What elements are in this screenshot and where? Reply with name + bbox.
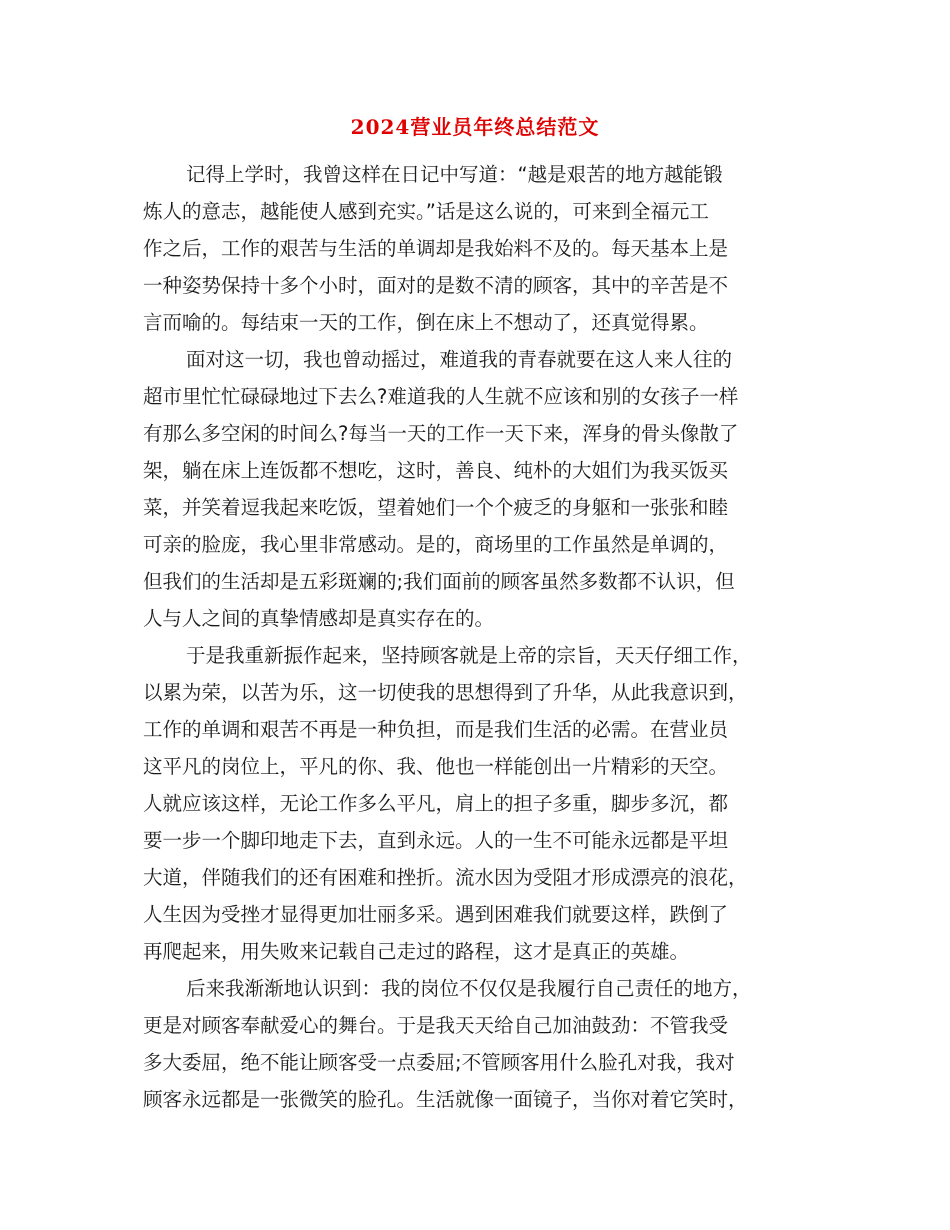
text-line: 要一步一个脚印地走下去，直到永远。人的一生不可能永远都是平坦 <box>143 829 729 852</box>
text-line: 可亲的脸庞，我心里非常感动。是的，商场里的工作虽然是单调的， <box>143 533 729 556</box>
text-line: 但我们的生活却是五彩斑斓的;我们面前的顾客虽然多数都不认识，但 <box>143 570 735 593</box>
text-line: 更是对顾客奉献爱心的舞台。于是我天天给自己加油鼓劲：不管我受 <box>143 1014 729 1037</box>
text-line: 后来我渐渐地认识到：我的岗位不仅仅是我履行自己责任的地方， <box>186 977 752 1000</box>
text-line: 一种姿势保持十多个小时，面对的是数不清的顾客，其中的辛苦是不 <box>143 274 729 297</box>
text-line: 超市里忙忙碌碌地过下去么?难道我的人生就不应该和别的女孩子一样 <box>143 385 739 408</box>
text-line: 记得上学时，我曾这样在日记中写道：“越是艰苦的地方越能锻 <box>186 163 723 186</box>
text-line: 顾客永远都是一张微笑的脸孔。生活就像一面镜子，当你对着它笑时， <box>143 1088 748 1111</box>
text-line: 菜，并笑着逗我起来吃饭，望着她们一个个疲乏的身躯和一张张和睦 <box>143 496 729 519</box>
text-line: 工作的单调和艰苦不再是一种负担，而是我们生活的必需。在营业员 <box>143 718 729 741</box>
text-line: 架，躺在床上连饭都不想吃，这时，善良、纯朴的大姐们为我买饭买 <box>143 459 729 482</box>
text-line: 言而喻的。每结束一天的工作，倒在床上不想动了，还真觉得累。 <box>143 311 709 334</box>
text-line: 人生因为受挫才显得更加壮丽多采。遇到困难我们就要这样，跌倒了 <box>143 903 729 926</box>
text-line: 人与人之间的真挚情感却是真实存在的。 <box>143 607 495 630</box>
text-line: 面对这一切，我也曾动摇过，难道我的青春就要在这人来人往的 <box>186 348 733 371</box>
text-line: 人就应该这样，无论工作多么平凡，肩上的担子多重，脚步多沉，都 <box>143 792 729 815</box>
text-line: 多大委屈，绝不能让顾客受一点委屈;不管顾客用什么脸孔对我，我对 <box>143 1051 735 1074</box>
text-line: 炼人的意志，越能使人感到充实。”话是这么说的，可来到全福元工 <box>143 200 709 223</box>
document-title: 2024营业员年终总结范文 <box>350 115 600 139</box>
text-line: 这平凡的岗位上，平凡的你、我、他也一样能创出一片精彩的天空。 <box>143 755 729 778</box>
text-line: 以累为荣，以苦为乐，这一切使我的思想得到了升华，从此我意识到， <box>143 681 748 704</box>
text-line: 大道，伴随我们的还有困难和挫折。流水因为受阻才形成漂亮的浪花， <box>143 866 748 889</box>
text-line: 作之后，工作的艰苦与生活的单调却是我始料不及的。每天基本上是 <box>143 237 729 260</box>
text-line: 再爬起来，用失败来记载自己走过的路程，这才是真正的英雄。 <box>143 940 690 963</box>
text-line: 于是我重新振作起来，坚持顾客就是上帝的宗旨，天天仔细工作， <box>186 644 752 667</box>
text-line: 有那么多空闲的时间么?每当一天的工作一天下来，浑身的骨头像散了 <box>143 422 739 445</box>
